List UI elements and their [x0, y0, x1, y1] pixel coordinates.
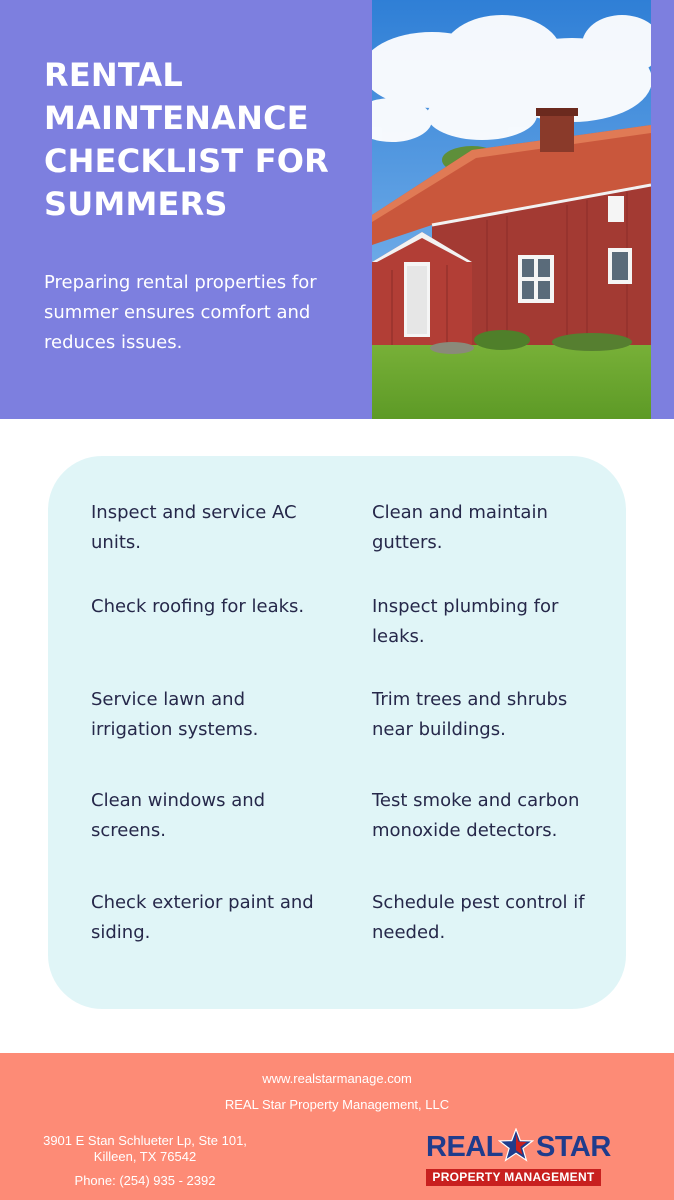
logo-word-star: STAR — [536, 1131, 611, 1163]
website-link[interactable]: www.realstarmanage.com — [262, 1071, 412, 1086]
checklist-item: Test smoke and carbon monoxide detectors. — [372, 790, 580, 841]
checklist-item: Inspect plumbing for leaks. — [372, 596, 559, 647]
header-banner — [0, 0, 674, 419]
house-photo — [372, 0, 651, 419]
logo-word-real: REAL — [426, 1131, 503, 1163]
company-address: 3901 E Stan Schlueter Lp, Ste 101, Killeen, TX 76542 — [43, 1133, 247, 1164]
checklist-item: Inspect and service AC units. — [91, 502, 297, 553]
logo-wordmark — [424, 1130, 611, 1164]
checklist-item: Schedule pest control if needed. — [372, 892, 585, 943]
title-line: CHECKLIST FOR — [44, 142, 330, 180]
title-line: RENTAL — [44, 56, 183, 94]
page-title — [44, 54, 354, 226]
checklist-item: Check roofing for leaks. — [91, 596, 305, 617]
logo-tagline: PROPERTY MANAGEMENT — [426, 1169, 601, 1186]
checklist-item: Clean windows and screens. — [91, 790, 266, 841]
title-line: MAINTENANCE — [44, 99, 309, 137]
checklist-item: Trim trees and shrubs near buildings. — [372, 689, 568, 740]
title-line: SUMMERS — [44, 185, 228, 223]
checklist-item: Check exterior paint and siding. — [91, 892, 314, 943]
checklist-item: Clean and maintain gutters. — [372, 502, 548, 553]
company-phone: Phone: (254) 935 - 2392 — [74, 1173, 216, 1188]
checklist-item: Service lawn and irrigation systems. — [91, 689, 259, 740]
company-logo — [424, 1124, 611, 1190]
intro-text: Preparing rental properties for summer ensures comfort and reduces issues. — [44, 272, 317, 353]
company-name: REAL Star Property Management, LLC — [224, 1097, 450, 1112]
star-icon — [498, 1128, 534, 1164]
